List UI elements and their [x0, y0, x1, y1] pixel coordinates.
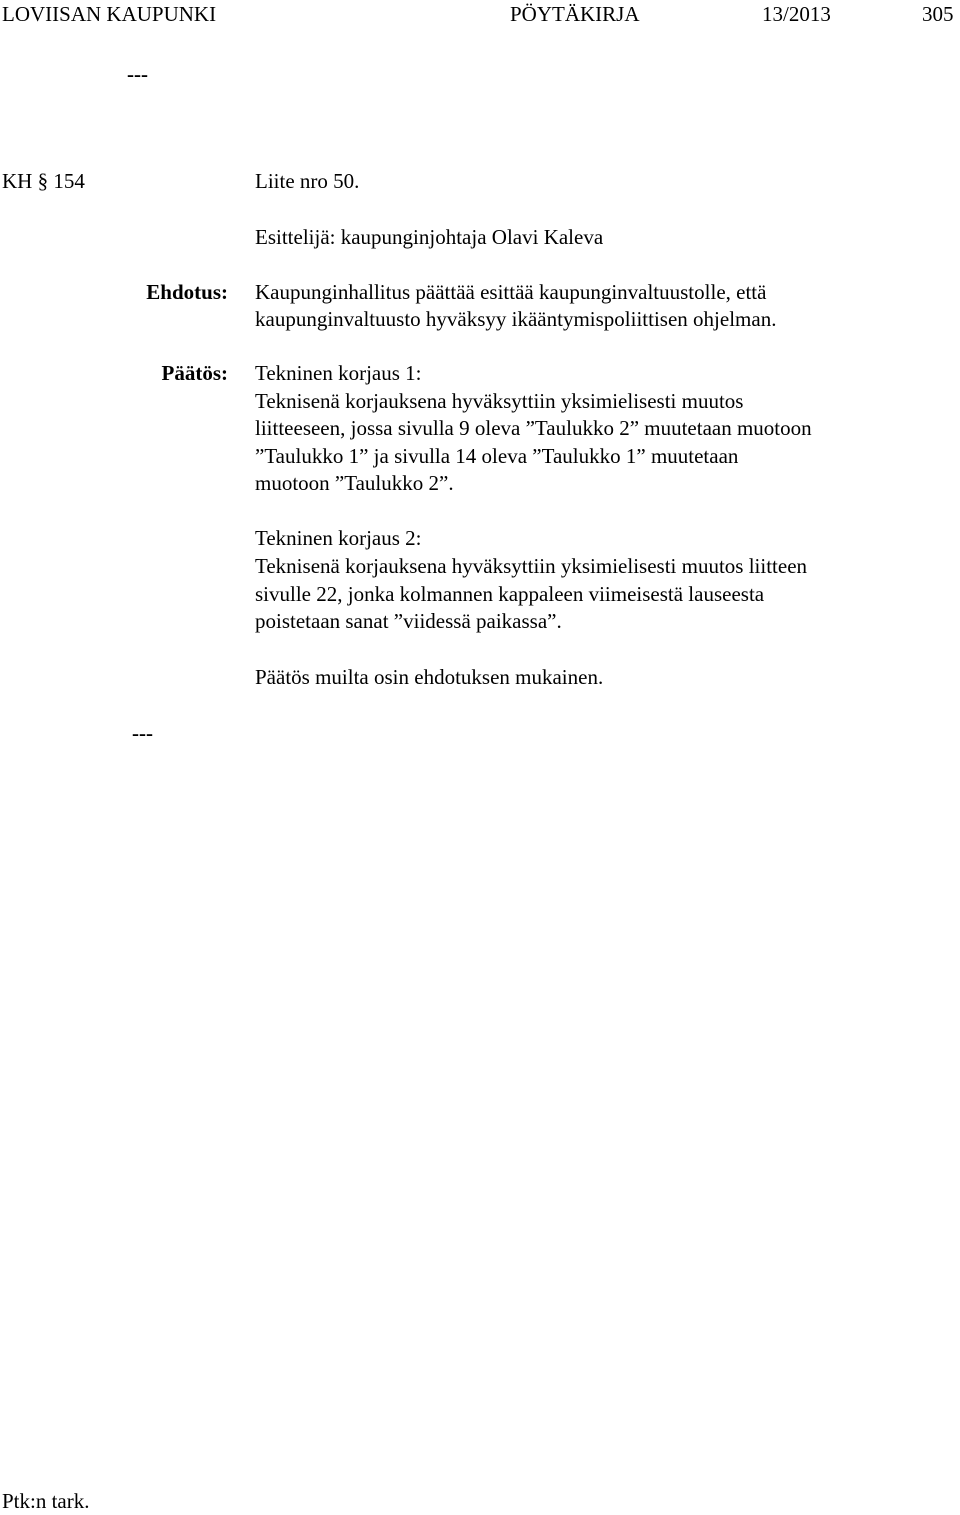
correction1-line: ”Taulukko 1” ja sivulla 14 oleva ”Taulukko 1” muutetaan	[255, 444, 739, 468]
correction2-line: sivulle 22, jonka kolmannen kappaleen viimeisestä lauseesta	[255, 582, 765, 606]
decision-label: Päätös:	[161, 361, 228, 385]
proposal-label: Ehdotus:	[146, 280, 228, 304]
correction1-line: Tekninen korjaus 1:	[255, 361, 422, 385]
decision-closing: Päätös muilta osin ehdotuksen mukainen.	[255, 665, 604, 689]
document-type: PÖYTÄKIRJA	[510, 2, 640, 26]
section-id: KH § 154	[2, 169, 85, 193]
correction2-line: Tekninen korjaus 2:	[255, 526, 422, 550]
correction1-line: Teknisenä korjauksena hyväksyttiin yksimielisesti muutos	[255, 389, 744, 413]
correction2-line: Teknisenä korjauksena hyväksyttiin yksimielisesti muutos liitteen	[255, 554, 808, 578]
correction1-line: muotoon ”Taulukko 2”.	[255, 471, 454, 495]
proposal-line: Kaupunginhallitus päättää esittää kaupunginvaltuustolle, että	[255, 280, 767, 304]
separator-bottom: ---	[132, 721, 153, 745]
organization-name: LOVIISAN KAUPUNKI	[2, 2, 217, 26]
correction2-line: poistetaan sanat ”viidessä paikassa”.	[255, 609, 562, 633]
presenter: Esittelijä: kaupunginjohtaja Olavi Kaleva	[255, 225, 604, 249]
correction1-line: liitteeseen, jossa sivulla 9 oleva ”Taulukko 2” muutetaan muotoon	[255, 416, 812, 440]
proposal-line: kaupunginvaltuusto hyväksyy ikääntymispoliittisen ohjelman.	[255, 307, 777, 331]
meeting-number: 13/2013	[762, 2, 831, 26]
minutes-checker-label: Ptk:n tark.	[2, 1489, 90, 1513]
separator-top: ---	[127, 62, 148, 86]
page-number: 305	[922, 2, 954, 26]
attachment-reference: Liite nro 50.	[255, 169, 360, 193]
